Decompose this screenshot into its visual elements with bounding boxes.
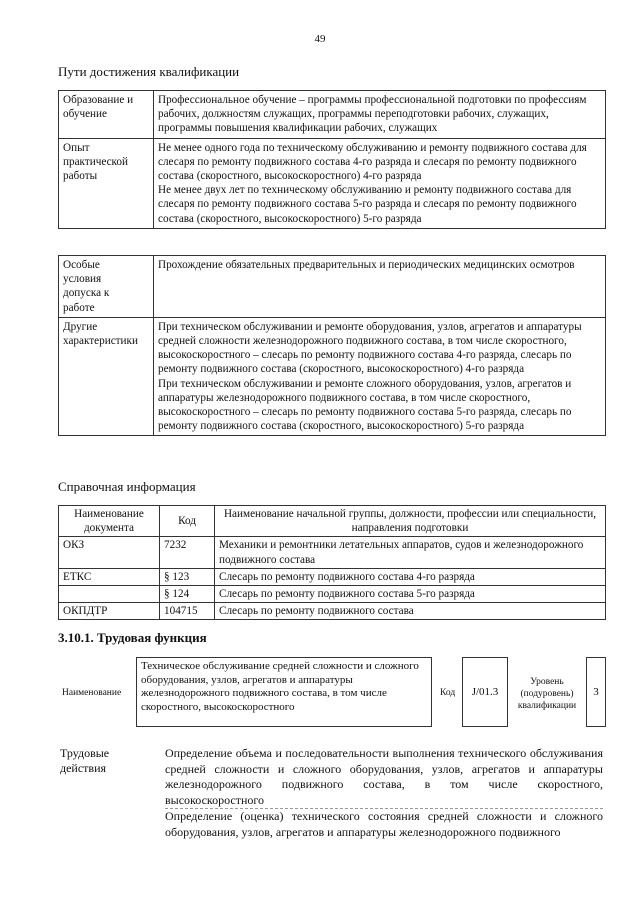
- header-document: Наименование документа: [59, 506, 160, 537]
- experience-label: Опыт практической работы: [59, 138, 154, 228]
- function-code-label: Код: [440, 688, 456, 698]
- page-number: 49: [314, 33, 326, 45]
- other-characteristics-text: При техническом обслуживании и ремонте оборудования, узлов, агрегатов и аппаратуры средней сложности железнодорожного подвижного состава, в том числе скоростного, высокоскоростного – слесарь по ремонту подвижного состава 4-го разряда, слесарь по ремонту подвижного состава (скоростного, высокоскоростного) 4-го разряда При техническом обслуживании и ремонте сложного оборудования, узлов, агрегатов и аппаратуры железнодорожного подвижного состава, в том числе скоростного, высокоскоростного – слесарь по ремонту подвижного состава 5-го разряда, слесарь по ремонту подвижного состава (скоростного, высокоскоростного) 5-го разряда: [154, 317, 606, 436]
- function-level-value: 3: [586, 657, 606, 727]
- table-row: [59, 91, 606, 139]
- function-level-label: Уровень (подуровень) квалификации: [517, 677, 577, 711]
- education-label: Образование и обучение: [59, 91, 154, 139]
- cell-name: Слесарь по ремонту подвижного состава 5-го разряда: [215, 586, 606, 603]
- cell-code: 104715: [160, 603, 215, 620]
- cell-code: § 123: [160, 568, 215, 585]
- cell-document: ОКПДТР: [59, 603, 160, 620]
- cell-code: 7232: [160, 537, 215, 568]
- cell-name: Механики и ремонтники летательных аппаратов, судов и железнодорожного подвижного состава: [215, 537, 606, 568]
- experience-text: Не менее одного года по техническому обслуживанию и ремонту подвижного состава для слесаря по ремонту подвижного состава 4-го разряда и слесаря по ремонту подвижного состава (скоростного, высокоскоростного) 4-го разряда Не менее двух лет по техническому обслуживанию и ремонту подвижного состава для слесаря по ремонту подвижного состава 5-го разряда и слесаря по ремонту подвижного состава (скоростного, высокоскоростного) 5-го разряда: [154, 138, 606, 228]
- table-header-row: [59, 506, 606, 537]
- function-name-label: Наименование: [62, 688, 122, 698]
- cell-name: Слесарь по ремонту подвижного состава 4-го разряда: [215, 568, 606, 585]
- special-conditions-text: Прохождение обязательных предварительных и периодических медицинских осмотров: [154, 256, 606, 318]
- education-text: Профессиональное обучение – программы профессиональной подготовки по профессиям рабочих, должностям служащих, программы переподготовки рабочих, служащих, программы повышения квалификации рабочих, служащих: [154, 91, 606, 139]
- table-row: [59, 603, 606, 620]
- cell-name: Слесарь по ремонту подвижного состава: [215, 603, 606, 620]
- function-name-value: Техническое обслуживание средней сложности и сложного оборудования, узлов, агрегатов и аппаратуры железнодорожного подвижного состава, в том числе скоростного, высокоскоростного: [136, 657, 432, 727]
- labor-action-item: Определение объема и последовательности выполнения технического обслуживания средней сложности и сложного оборудования, узлов, агрегатов и аппаратуры железнодорожного подвижного состава, в том числе скоростного, высокоскоростного: [165, 746, 603, 809]
- qualification-paths-title: Пути достижения квалификации: [58, 64, 240, 79]
- table-row: [59, 537, 606, 568]
- function-code-value: J/01.3: [462, 657, 508, 727]
- table-row: [59, 317, 606, 436]
- cell-document: ЕТКС: [59, 568, 160, 585]
- table-row: [59, 138, 606, 228]
- labor-actions-label: Трудовые действия: [60, 746, 110, 775]
- special-conditions-label: Особые условия допуска к работе: [59, 256, 154, 318]
- table-row: [59, 568, 606, 585]
- header-code: Код: [160, 506, 215, 537]
- header-name: Наименование начальной группы, должности, профессии или специальности, направления подготовки: [215, 506, 606, 537]
- table-row: [59, 586, 606, 603]
- function-title: 3.10.1. Трудовая функция: [58, 630, 207, 645]
- cell-document: [59, 586, 160, 603]
- table-row: [59, 256, 606, 318]
- conditions-table: [58, 255, 606, 436]
- qualification-table: [58, 90, 606, 229]
- cell-document: ОКЗ: [59, 537, 160, 568]
- other-characteristics-label: Другие характеристики: [59, 317, 154, 436]
- cell-code: § 124: [160, 586, 215, 603]
- reference-title: Справочная информация: [58, 479, 196, 494]
- reference-table: [58, 505, 606, 620]
- labor-action-item: Определение (оценка) технического состояния средней сложности и сложного оборудования, узлов, агрегатов и аппаратуры железнодорожного подвижного: [165, 809, 603, 839]
